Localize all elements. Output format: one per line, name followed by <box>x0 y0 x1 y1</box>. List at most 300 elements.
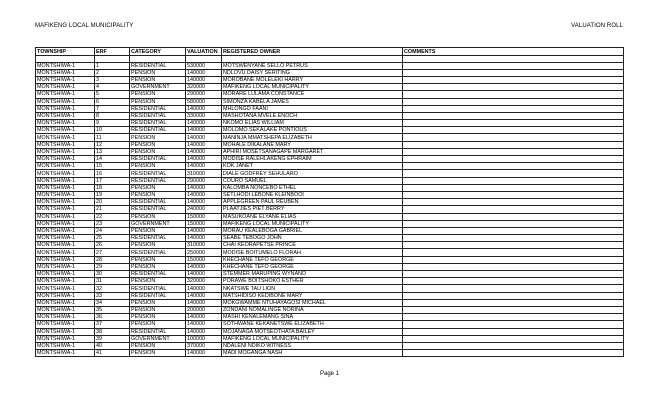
spacer-cell <box>186 56 222 63</box>
comments-cell <box>403 69 624 76</box>
category-cell: PENSION <box>130 69 186 76</box>
erf-cell: 14 <box>95 156 130 163</box>
category-cell: RESIDENTIAL <box>130 120 186 127</box>
erf-cell: 40 <box>95 342 130 349</box>
valuation-cell: 100000 <box>186 335 222 342</box>
owner-cell: DIALE GODFREY SEHULARO <box>222 170 403 177</box>
category-cell: PENSION <box>130 350 186 357</box>
township-cell: MONTSHIWA-1 <box>36 213 95 220</box>
valuation-cell: 150000 <box>186 213 222 220</box>
township-cell: MONTSHIWA-1 <box>36 134 95 141</box>
valuation-cell: 150000 <box>186 220 222 227</box>
erf-cell: 22 <box>95 213 130 220</box>
table-row <box>36 199 624 206</box>
erf-cell: 32 <box>95 285 130 292</box>
category-cell: PENSION <box>130 213 186 220</box>
category-cell: RESIDENTIAL <box>130 206 186 213</box>
erf-cell: 24 <box>95 227 130 234</box>
township-cell: MONTSHIWA-1 <box>36 84 95 91</box>
township-cell: MONTSHIWA-1 <box>36 306 95 313</box>
comments-cell <box>403 227 624 234</box>
comments-cell <box>403 242 624 249</box>
township-cell: MONTSHIWA-1 <box>36 62 95 69</box>
owner-cell: KHECHANE TEFO GEORGE <box>222 263 403 270</box>
owner-cell: MOKGWAMME NTUHAYAGOSI MICHAEL <box>222 299 403 306</box>
erf-cell: 28 <box>95 256 130 263</box>
comments-cell <box>403 184 624 191</box>
comments-cell <box>403 271 624 278</box>
column-header-erf: ERF <box>95 48 130 56</box>
township-cell: MONTSHIWA-1 <box>36 170 95 177</box>
category-cell: RESIDENTIAL <box>130 328 186 335</box>
owner-cell: KOK JANET <box>222 163 403 170</box>
category-cell: PENSION <box>130 98 186 105</box>
owner-cell: MOTSWENYANE SELLO PETRUS <box>222 62 403 69</box>
category-cell: RESIDENTIAL <box>130 127 186 134</box>
valuation-cell: 370000 <box>186 342 222 349</box>
owner-cell: MAFIKENG LOCAL MUNICIPALITY <box>222 84 403 91</box>
table-body <box>36 56 624 357</box>
category-cell: RESIDENTIAL <box>130 235 186 242</box>
category-cell: PENSION <box>130 141 186 148</box>
table-row <box>36 84 624 91</box>
table-row <box>36 163 624 170</box>
valuation-cell: 140000 <box>186 76 222 83</box>
erf-cell: 38 <box>95 328 130 335</box>
erf-cell: 13 <box>95 148 130 155</box>
owner-cell: MATSHIDISO KEDIBONE MARY <box>222 292 403 299</box>
comments-cell <box>403 256 624 263</box>
table-row <box>36 91 624 98</box>
owner-cell: MHLONGO FAANI <box>222 105 403 112</box>
category-cell: RESIDENTIAL <box>130 62 186 69</box>
category-cell: GOVERNMENT <box>130 220 186 227</box>
owner-cell: COURO SAMUEL <box>222 177 403 184</box>
erf-cell: 35 <box>95 306 130 313</box>
column-header-owner: REGISTERED OWNER <box>222 48 403 56</box>
owner-cell: KALOMBA NONCEBO ETHEL <box>222 184 403 191</box>
erf-cell: 6 <box>95 98 130 105</box>
valuation-table <box>35 47 624 357</box>
township-cell: MONTSHIWA-1 <box>36 271 95 278</box>
category-cell: PENSION <box>130 91 186 98</box>
erf-cell: 9 <box>95 120 130 127</box>
township-cell: MONTSHIWA-1 <box>36 206 95 213</box>
township-cell: MONTSHIWA-1 <box>36 98 95 105</box>
comments-cell <box>403 292 624 299</box>
township-cell: MONTSHIWA-1 <box>36 127 95 134</box>
owner-cell: NKATSWE TAU LION <box>222 285 403 292</box>
comments-cell <box>403 206 624 213</box>
comments-cell <box>403 141 624 148</box>
township-cell: MONTSHIWA-1 <box>36 177 95 184</box>
erf-cell: 1 <box>95 62 130 69</box>
comments-cell <box>403 112 624 119</box>
comments-cell <box>403 285 624 292</box>
comments-cell <box>403 263 624 270</box>
valuation-cell: 140000 <box>186 321 222 328</box>
erf-cell: 10 <box>95 127 130 134</box>
township-cell: MONTSHIWA-1 <box>36 141 95 148</box>
comments-cell <box>403 328 624 335</box>
valuation-cell: 330000 <box>186 112 222 119</box>
table-row <box>36 156 624 163</box>
township-cell: MONTSHIWA-1 <box>36 249 95 256</box>
township-cell: MONTSHIWA-1 <box>36 285 95 292</box>
comments-cell <box>403 62 624 69</box>
owner-cell: MAFIKENG LOCAL MUNICIPALITY <box>222 220 403 227</box>
valuation-cell: 140000 <box>186 314 222 321</box>
township-cell: MONTSHIWA-1 <box>36 120 95 127</box>
column-header-township: TOWNSHIP <box>36 48 95 56</box>
township-cell: MONTSHIWA-1 <box>36 227 95 234</box>
header-row <box>36 48 624 56</box>
erf-cell: 34 <box>95 299 130 306</box>
owner-cell: SIMONZA KABELA JAMES <box>222 98 403 105</box>
township-cell: MONTSHIWA-1 <box>36 69 95 76</box>
township-cell: MONTSHIWA-1 <box>36 299 95 306</box>
table-row <box>36 350 624 357</box>
valuation-cell: 290000 <box>186 91 222 98</box>
owner-cell: MAFIKENG LOCAL MUNICIPALITY <box>222 335 403 342</box>
valuation-cell: 200000 <box>186 306 222 313</box>
owner-cell: APHIRI MOSETSANAGAPE MARGARET <box>222 148 403 155</box>
comments-cell <box>403 84 624 91</box>
table-row <box>36 134 624 141</box>
comments-cell <box>403 278 624 285</box>
township-cell: MONTSHIWA-1 <box>36 112 95 119</box>
valuation-cell: 150000 <box>186 256 222 263</box>
erf-cell: 15 <box>95 163 130 170</box>
comments-cell <box>403 220 624 227</box>
category-cell: PENSION <box>130 314 186 321</box>
table-row <box>36 285 624 292</box>
comments-cell <box>403 314 624 321</box>
valuation-cell: 310000 <box>186 242 222 249</box>
comments-cell <box>403 321 624 328</box>
valuation-cell: 310000 <box>186 170 222 177</box>
erf-cell: 18 <box>95 184 130 191</box>
table-row <box>36 191 624 198</box>
category-cell: PENSION <box>130 148 186 155</box>
comments-cell <box>403 120 624 127</box>
township-cell: MONTSHIWA-1 <box>36 184 95 191</box>
township-cell: MONTSHIWA-1 <box>36 342 95 349</box>
erf-cell: 36 <box>95 314 130 321</box>
category-cell: PENSION <box>130 163 186 170</box>
spacer-cell <box>95 56 130 63</box>
owner-cell: MOROBANE MOLELEKI HARRY <box>222 76 403 83</box>
category-cell: PENSION <box>130 134 186 141</box>
table-row <box>36 220 624 227</box>
table-row <box>36 314 624 321</box>
comments-cell <box>403 105 624 112</box>
valuation-cell: 140000 <box>186 263 222 270</box>
category-cell: PENSION <box>130 321 186 328</box>
valuation-cell: 140000 <box>186 148 222 155</box>
owner-cell: ZONDANI NOMALINGE NORINA <box>222 306 403 313</box>
township-cell: MONTSHIWA-1 <box>36 191 95 198</box>
category-cell: PENSION <box>130 306 186 313</box>
township-cell: MONTSHIWA-1 <box>36 278 95 285</box>
valuation-cell: 580000 <box>186 98 222 105</box>
table-row <box>36 227 624 234</box>
table-row <box>36 206 624 213</box>
comments-cell <box>403 249 624 256</box>
comments-cell <box>403 299 624 306</box>
owner-cell: MORARE LULAMA CONSTANCE <box>222 91 403 98</box>
category-cell: RESIDENTIAL <box>130 285 186 292</box>
category-cell: GOVERNMENT <box>130 335 186 342</box>
township-cell: MONTSHIWA-1 <box>36 335 95 342</box>
owner-cell: KHECHANE TEFO GEORGE <box>222 256 403 263</box>
erf-cell: 39 <box>95 335 130 342</box>
column-header-category: CATEGORY <box>130 48 186 56</box>
erf-cell: 33 <box>95 292 130 299</box>
spacer-cell <box>222 56 403 63</box>
table-row <box>36 120 624 127</box>
township-cell: MONTSHIWA-1 <box>36 321 95 328</box>
erf-cell: 2 <box>95 69 130 76</box>
erf-cell: 29 <box>95 263 130 270</box>
erf-cell: 23 <box>95 220 130 227</box>
table-row <box>36 271 624 278</box>
category-cell: RESIDENTIAL <box>130 249 186 256</box>
valuation-cell: 140000 <box>186 199 222 206</box>
owner-cell: MODISE RALEHLAKENG EPHRAIM <box>222 156 403 163</box>
erf-cell: 4 <box>95 84 130 91</box>
page-number: Page 1 <box>319 371 340 377</box>
township-cell: MONTSHIWA-1 <box>36 256 95 263</box>
township-cell: MONTSHIWA-1 <box>36 263 95 270</box>
erf-cell: 27 <box>95 249 130 256</box>
category-cell: PENSION <box>130 184 186 191</box>
township-cell: MONTSHIWA-1 <box>36 156 95 163</box>
comments-cell <box>403 134 624 141</box>
erf-cell: 30 <box>95 271 130 278</box>
table-row <box>36 306 624 313</box>
township-cell: MONTSHIWA-1 <box>36 242 95 249</box>
owner-cell: MASHI KENALEMANG SINA <box>222 314 403 321</box>
spacer-cell <box>36 56 95 63</box>
valuation-cell: 140000 <box>186 156 222 163</box>
category-cell: RESIDENTIAL <box>130 156 186 163</box>
comments-cell <box>403 91 624 98</box>
owner-cell: STEMMER MARUPING WYNAND <box>222 271 403 278</box>
category-cell: RESIDENTIAL <box>130 170 186 177</box>
owner-cell: PLAATJIES PIET BERRY <box>222 206 403 213</box>
owner-cell: APPLEGREEN PAUL REUBEN <box>222 199 403 206</box>
valuation-cell: 140000 <box>186 292 222 299</box>
valuation-cell: 140000 <box>186 120 222 127</box>
valuation-cell: 140000 <box>186 350 222 357</box>
table-row <box>36 141 624 148</box>
table-row <box>36 184 624 191</box>
category-cell: PENSION <box>130 242 186 249</box>
table-row <box>36 242 624 249</box>
valuation-cell: 320000 <box>186 278 222 285</box>
category-cell: PENSION <box>130 263 186 270</box>
township-cell: MONTSHIWA-1 <box>36 199 95 206</box>
owner-cell: MASUKOANE ELYANE ELIAS <box>222 213 403 220</box>
category-cell: RESIDENTIAL <box>130 292 186 299</box>
spacer-cell <box>403 56 624 63</box>
category-cell: PENSION <box>130 191 186 198</box>
table-row <box>36 170 624 177</box>
table-row <box>36 62 624 69</box>
category-cell: PENSION <box>130 227 186 234</box>
category-cell: PENSION <box>130 299 186 306</box>
comments-cell <box>403 177 624 184</box>
comments-cell <box>403 342 624 349</box>
comments-cell <box>403 148 624 155</box>
township-cell: MONTSHIWA-1 <box>36 163 95 170</box>
valuation-cell: 290000 <box>186 177 222 184</box>
township-cell: MONTSHIWA-1 <box>36 76 95 83</box>
owner-cell: MODISE BOITUMELO FLORAH <box>222 249 403 256</box>
table-row <box>36 263 624 270</box>
valuation-cell: 140000 <box>186 105 222 112</box>
comments-cell <box>403 350 624 357</box>
table-row <box>36 292 624 299</box>
category-cell: RESIDENTIAL <box>130 199 186 206</box>
valuation-cell: 140000 <box>186 141 222 148</box>
category-cell: RESIDENTIAL <box>130 177 186 184</box>
erf-cell: 26 <box>95 242 130 249</box>
owner-cell: MADI MOGANGA NASH <box>222 350 403 357</box>
category-cell: RESIDENTIAL <box>130 105 186 112</box>
table-row <box>36 76 624 83</box>
owner-cell: SOTHWANE KEKANETSWE ELIZABETH <box>222 321 403 328</box>
table-row <box>36 342 624 349</box>
township-cell: MONTSHIWA-1 <box>36 235 95 242</box>
table-row <box>36 256 624 263</box>
comments-cell <box>403 235 624 242</box>
valuation-cell: 140000 <box>186 328 222 335</box>
table-row <box>36 335 624 342</box>
valuation-cell: 140000 <box>186 227 222 234</box>
comments-cell <box>403 191 624 198</box>
valuation-cell: 140000 <box>186 235 222 242</box>
valuation-cell: 140000 <box>186 69 222 76</box>
table-row <box>36 98 624 105</box>
owner-cell: NDALENI NDIKO WITNESS <box>222 342 403 349</box>
column-header-valuation: VALUATION <box>186 48 222 56</box>
valuation-cell: 240000 <box>186 206 222 213</box>
township-cell: MONTSHIWA-1 <box>36 292 95 299</box>
owner-cell: MORAU KEALEBOGA GABRIEL <box>222 227 403 234</box>
spacer-row <box>36 56 624 63</box>
comments-cell <box>403 213 624 220</box>
owner-cell: SEABE TEBOGO JOHN <box>222 235 403 242</box>
valuation-cell: 320000 <box>186 84 222 91</box>
category-cell: RESIDENTIAL <box>130 271 186 278</box>
document-title: VALUATION ROLL <box>571 23 623 29</box>
table-row <box>36 328 624 335</box>
table-row <box>36 69 624 76</box>
valuation-cell: 530000 <box>186 62 222 69</box>
owner-cell: MASHOTANA MVELE ENOCH <box>222 112 403 119</box>
comments-cell <box>403 335 624 342</box>
valuation-cell: 140000 <box>186 134 222 141</box>
owner-cell: MOLOMO SEKALAKE PONTIOUS <box>222 127 403 134</box>
township-cell: MONTSHIWA-1 <box>36 148 95 155</box>
erf-cell: 20 <box>95 199 130 206</box>
township-cell: MONTSHIWA-1 <box>36 91 95 98</box>
valuation-cell: 250000 <box>186 249 222 256</box>
comments-cell <box>403 98 624 105</box>
valuation-cell: 140000 <box>186 184 222 191</box>
table-row <box>36 278 624 285</box>
erf-cell: 31 <box>95 278 130 285</box>
valuation-cell: 140000 <box>186 285 222 292</box>
owner-cell: SETLHODI LEBONE KLEINBOOI <box>222 191 403 198</box>
comments-cell <box>403 163 624 170</box>
comments-cell <box>403 127 624 134</box>
table-row <box>36 177 624 184</box>
valuation-cell: 140000 <box>186 271 222 278</box>
table-row <box>36 148 624 155</box>
erf-cell: 12 <box>95 141 130 148</box>
table-row <box>36 127 624 134</box>
erf-cell: 7 <box>95 105 130 112</box>
erf-cell: 37 <box>95 321 130 328</box>
township-cell: MONTSHIWA-1 <box>36 105 95 112</box>
category-cell: PENSION <box>130 278 186 285</box>
owner-cell: CHAI KEORAPETSE PRINCE <box>222 242 403 249</box>
erf-cell: 8 <box>95 112 130 119</box>
column-header-comments: COMMENTS <box>403 48 624 56</box>
township-cell: MONTSHIWA-1 <box>36 220 95 227</box>
valuation-cell: 140000 <box>186 299 222 306</box>
township-cell: MONTSHIWA-1 <box>36 350 95 357</box>
erf-cell: 16 <box>95 170 130 177</box>
comments-cell <box>403 156 624 163</box>
owner-cell: MOJANAGA MOTSEOTHATA BAILEY <box>222 328 403 335</box>
category-cell: RESIDENTIAL <box>130 112 186 119</box>
owner-cell: MOHALE DIKALANE MARY <box>222 141 403 148</box>
valuation-cell: 140000 <box>186 191 222 198</box>
owner-cell: PORAWE BOITSHOKO ESTHER <box>222 278 403 285</box>
erf-cell: 19 <box>95 191 130 198</box>
table-row <box>36 321 624 328</box>
table-row <box>36 213 624 220</box>
table-row <box>36 299 624 306</box>
erf-cell: 5 <box>95 91 130 98</box>
erf-cell: 3 <box>95 76 130 83</box>
valuation-cell: 140000 <box>186 163 222 170</box>
owner-cell: NKOMO ELIAS WILLIAM <box>222 120 403 127</box>
erf-cell: 41 <box>95 350 130 357</box>
spacer-cell <box>130 56 186 63</box>
owner-cell: MANINJA MMATSHEPA ELIZABETH <box>222 134 403 141</box>
category-cell: PENSION <box>130 256 186 263</box>
erf-cell: 21 <box>95 206 130 213</box>
comments-cell <box>403 306 624 313</box>
valuation-cell: 140000 <box>186 127 222 134</box>
table-row <box>36 112 624 119</box>
category-cell: PENSION <box>130 76 186 83</box>
township-cell: MONTSHIWA-1 <box>36 328 95 335</box>
table-row <box>36 249 624 256</box>
erf-cell: 11 <box>95 134 130 141</box>
erf-cell: 17 <box>95 177 130 184</box>
township-cell: MONTSHIWA-1 <box>36 314 95 321</box>
comments-cell <box>403 76 624 83</box>
municipality-title: MAFIKENG LOCAL MUNICIPALITY <box>35 23 134 29</box>
category-cell: PENSION <box>130 342 186 349</box>
owner-cell: NDLOVU DAISY SERITING <box>222 69 403 76</box>
